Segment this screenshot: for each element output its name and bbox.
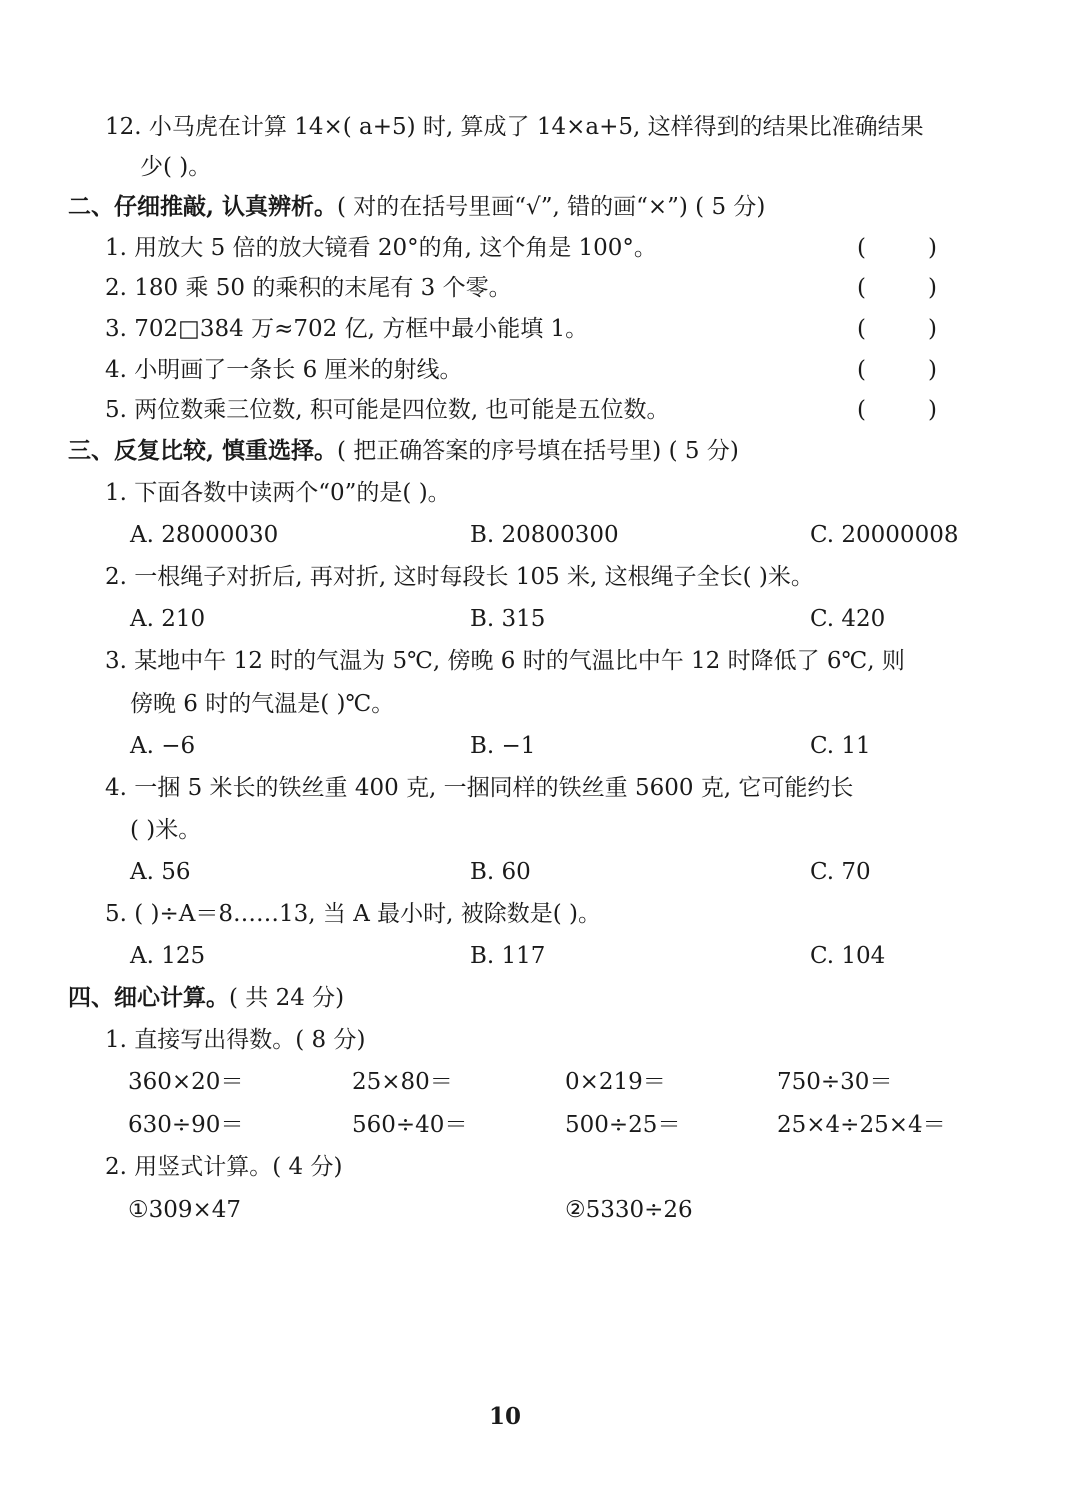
calc-item: 750÷30＝ bbox=[777, 1069, 893, 1095]
s3-q3-line1: 3. 某地中午 12 时的气温为 5℃, 傍晚 6 时的气温比中午 12 时降低了 6℃, 则 bbox=[105, 648, 905, 674]
s2-item-4: 4. 小明画了一条长 6 厘米的射线。 bbox=[105, 357, 463, 383]
s3-q5-option-c: C. 104 bbox=[810, 943, 886, 969]
vertical-calc-2: ②5330÷26 bbox=[565, 1197, 693, 1223]
s2-item-5: 5. 两位数乘三位数, 积可能是四位数, 也可能是五位数。 bbox=[105, 397, 670, 423]
s2-item-3: 3. 702□384 万≈702 亿, 方框中最小能填 1。 bbox=[105, 316, 589, 342]
calc-item: 500÷25＝ bbox=[565, 1112, 681, 1138]
s3-q4-option-c: C. 70 bbox=[810, 859, 871, 885]
answer-parens-4: ( ) bbox=[857, 357, 937, 383]
s3-q2-option-b: B. 315 bbox=[470, 606, 546, 632]
section2-heading bbox=[68, 192, 765, 222]
answer-parens-1: ( ) bbox=[857, 235, 937, 261]
s3-q1-option-c: C. 20000008 bbox=[810, 522, 959, 548]
calc-item: 630÷90＝ bbox=[128, 1112, 244, 1138]
section3-title: 三、反复比较, 慎重选择。 bbox=[68, 437, 338, 464]
s3-q1-option-b: B. 20800300 bbox=[470, 522, 619, 548]
s3-q1-option-a: A. 28000030 bbox=[130, 522, 279, 548]
s3-q4-option-a: A. 56 bbox=[130, 859, 191, 885]
calc-item: 0×219＝ bbox=[565, 1069, 666, 1095]
s4-sub1: 1. 直接写出得数。( 8 分) bbox=[105, 1027, 366, 1053]
s3-q5: 5. ( )÷A＝8……13, 当 A 最小时, 被除数是( )。 bbox=[105, 901, 602, 927]
s3-q4-line2: ( )米。 bbox=[130, 817, 202, 843]
s3-q2: 2. 一根绳子对折后, 再对折, 这时每段长 105 米, 这根绳子全长( )米。 bbox=[105, 564, 814, 590]
page-number: 10 bbox=[488, 1403, 521, 1430]
s3-q3-option-a: A. −6 bbox=[130, 733, 196, 759]
section3-heading bbox=[68, 436, 739, 466]
q12-line1: 12. 小马虎在计算 14×( a+5) 时, 算成了 14×a+5, 这样得到的结果比准确结果 bbox=[105, 114, 924, 140]
s3-q4-option-b: B. 60 bbox=[470, 859, 531, 885]
s3-q2-option-c: C. 420 bbox=[810, 606, 886, 632]
section2-note: ( 对的在括号里画“√”, 错的画“×”) ( 5 分) bbox=[337, 194, 766, 220]
q12-line2: 少( )。 bbox=[140, 154, 212, 180]
vertical-calc-1: ①309×47 bbox=[128, 1197, 242, 1223]
answer-parens-5: ( ) bbox=[857, 397, 937, 423]
calc-item: 25×4÷25×4＝ bbox=[777, 1112, 946, 1138]
calc-item: 360×20＝ bbox=[128, 1069, 244, 1095]
s3-q3-line2: 傍晚 6 时的气温是( )℃。 bbox=[130, 691, 395, 717]
s4-sub2: 2. 用竖式计算。( 4 分) bbox=[105, 1154, 343, 1180]
s3-q3-option-b: B. −1 bbox=[470, 733, 536, 759]
s2-item-1: 1. 用放大 5 倍的放大镜看 20°的角, 这个角是 100°。 bbox=[105, 235, 657, 261]
s3-q5-option-b: B. 117 bbox=[470, 943, 546, 969]
s3-q5-option-a: A. 125 bbox=[130, 943, 206, 969]
answer-parens-3: ( ) bbox=[857, 316, 937, 342]
section3-note: ( 把正确答案的序号填在括号里) ( 5 分) bbox=[337, 438, 739, 464]
s3-q2-option-a: A. 210 bbox=[130, 606, 206, 632]
s2-item-2: 2. 180 乘 50 的乘积的末尾有 3 个零。 bbox=[105, 275, 512, 301]
section4-note: ( 共 24 分) bbox=[229, 985, 345, 1011]
section4-title: 四、细心计算。 bbox=[68, 984, 229, 1011]
calc-item: 25×80＝ bbox=[352, 1069, 453, 1095]
s3-q1: 1. 下面各数中读两个“0”的是( )。 bbox=[105, 480, 451, 506]
section2-title: 二、仔细推敲, 认真辨析。 bbox=[68, 193, 338, 220]
section4-heading bbox=[68, 983, 344, 1013]
s3-q3-option-c: C. 11 bbox=[810, 733, 871, 759]
calc-item: 560÷40＝ bbox=[352, 1112, 468, 1138]
s3-q4-line1: 4. 一捆 5 米长的铁丝重 400 克, 一捆同样的铁丝重 5600 克, 它可能约长 bbox=[105, 775, 854, 801]
answer-parens-2: ( ) bbox=[857, 275, 937, 301]
